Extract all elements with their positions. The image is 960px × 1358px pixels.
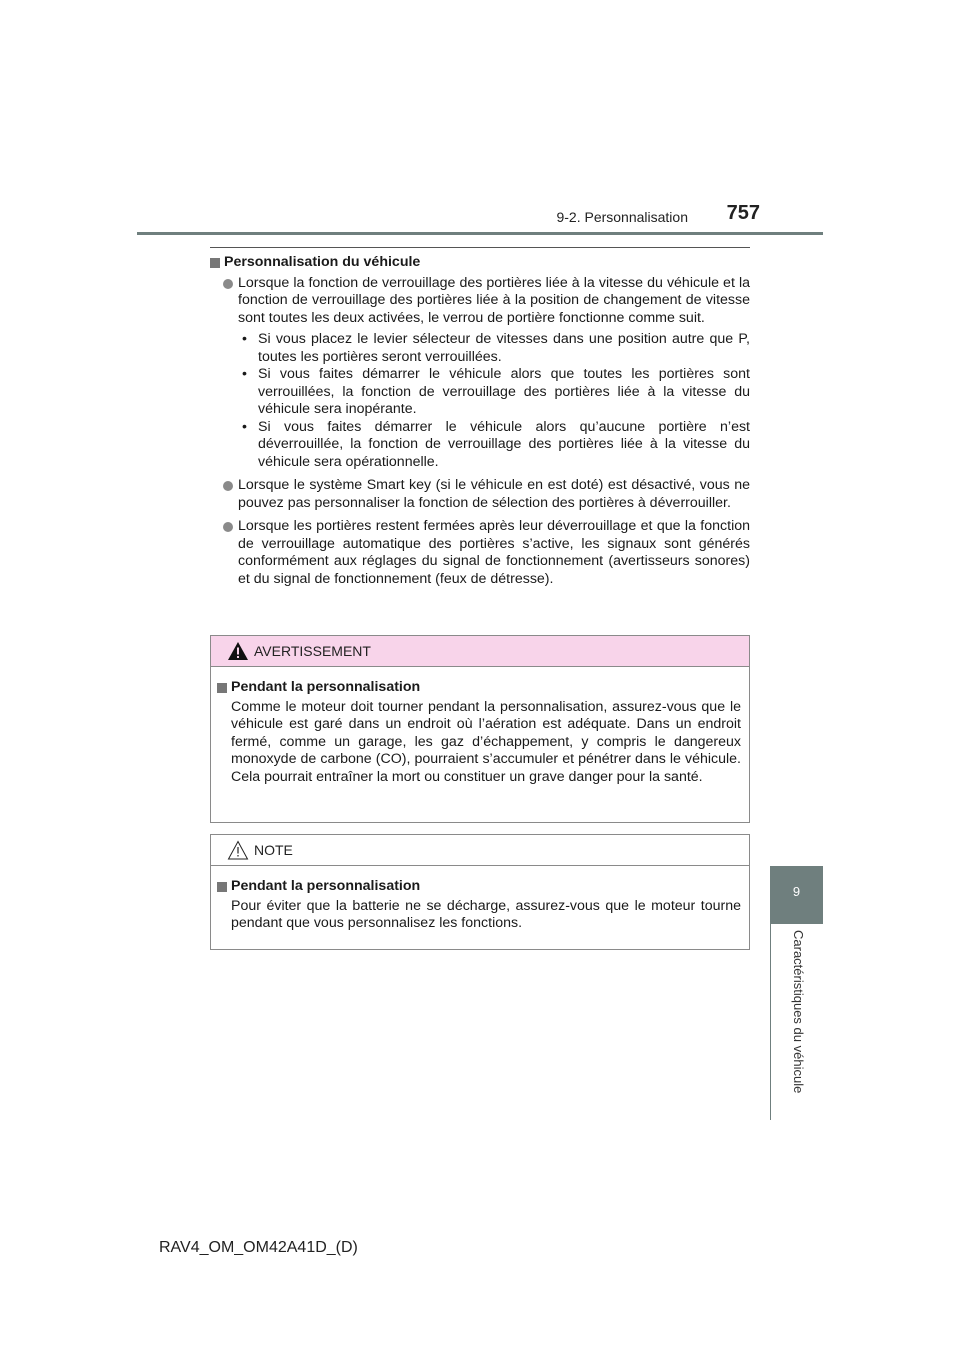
main-content — [210, 254, 750, 594]
list-item-text: Lorsque la fonction de verrouillage des portières liée à la vitesse du véhicule et la fonction de verrouillage des portières liée à la position de changement de vitesse sont toutes les deux activées, le verrou de portière fonctionne comme suit. — [238, 274, 750, 326]
warning-box-header — [211, 636, 749, 667]
chapter-title: Caractéristiques du véhicule — [791, 930, 806, 1094]
sub-bullet-icon: • — [242, 418, 247, 435]
sub-list-item — [238, 366, 750, 419]
section-heading-text: Personnalisation du véhicule — [224, 254, 421, 270]
note-box — [210, 834, 750, 950]
warning-box — [210, 635, 750, 823]
note-text: Pour éviter que la batterie ne se décharge, assurez-vous que le moteur tourne pendant que vous personnalisez les fonctions. — [231, 897, 741, 931]
list-item — [210, 518, 750, 588]
square-bullet-icon — [217, 882, 227, 892]
warning-heading — [217, 679, 741, 697]
warning-text: Comme le moteur doit tourner pendant la personnalisation, assurez-vous que le véhicule est garé dans un endroit où l’aération est adéquate. Dans un endroit fermé, comme un garage, les gaz d’échappement, y compris le dangereux monoxyde de carbone (CO), pourraient s’accumuler et pénétrer dans le véhicule. Cela pourrait entraîner la mort ou constituer un grave danger pour la santé. — [231, 698, 741, 785]
list-item-text: Lorsque le système Smart key (si le véhicule en est doté) est désactivé, vous ne pouvez pas personnaliser la fonction de sélection des portières à déverrouiller. — [238, 477, 750, 511]
circle-bullet-icon — [223, 481, 233, 491]
section-label: 9-2. Personnalisation — [556, 209, 688, 225]
content-top-rule — [210, 247, 750, 248]
sub-list-item-text: Si vous placez le levier sélecteur de vitesses dans une position autre que P, toutes les portières seront verrouillées. — [258, 331, 750, 365]
note-body — [211, 866, 749, 933]
circle-bullet-icon — [223, 522, 233, 532]
caution-triangle-icon — [227, 840, 249, 860]
warning-body — [211, 667, 749, 786]
chapter-number: 9 — [792, 884, 801, 899]
circle-bullet-icon — [223, 279, 233, 289]
square-bullet-icon — [210, 258, 220, 268]
note-label: NOTE — [254, 842, 293, 858]
section-heading — [210, 254, 750, 272]
sub-list-item — [238, 331, 750, 366]
sub-list-item-text: Si vous faites démarrer le véhicule alors qu’aucune portière n’est déverrouillée, la fonction de verrouillage des portières liée à la vitesse du véhicule sera opérationnelle. — [258, 418, 750, 470]
list-item — [210, 275, 750, 328]
sub-bullet-icon: • — [242, 331, 247, 347]
page-number: 757 — [726, 202, 760, 224]
sub-list-item-text: Si vous faites démarrer le véhicule alors que toutes les portières sont verrouillées, la fonction de verrouillage des portières liée à la vitesse du véhicule sera inopérante. — [258, 366, 750, 417]
note-box-header — [211, 835, 749, 866]
list-item — [210, 477, 750, 512]
note-heading-text: Pendant la personnalisation — [231, 878, 421, 894]
warning-triangle-icon — [227, 641, 249, 661]
note-heading — [217, 878, 741, 896]
square-bullet-icon — [217, 683, 227, 693]
document-code: RAV4_OM_OM42A41D_(D) — [159, 1239, 358, 1256]
sub-list — [210, 331, 750, 471]
sub-list-item — [238, 419, 750, 472]
sub-bullet-icon: • — [242, 366, 247, 382]
warning-heading-text: Pendant la personnalisation — [231, 679, 421, 695]
chapter-tab[interactable] — [770, 866, 823, 924]
header-rule — [137, 232, 823, 235]
warning-label: AVERTISSEMENT — [254, 643, 371, 659]
list-item-text: Lorsque les portières restent fermées après leur déverrouillage et que la fonction de verrouillage automatique des portières s’active, les signaux sont générés conformément aux réglages du signal de fonctionnement (avertisseurs sonores) et du signal de fonctionnement (feux de détresse). — [238, 518, 750, 587]
